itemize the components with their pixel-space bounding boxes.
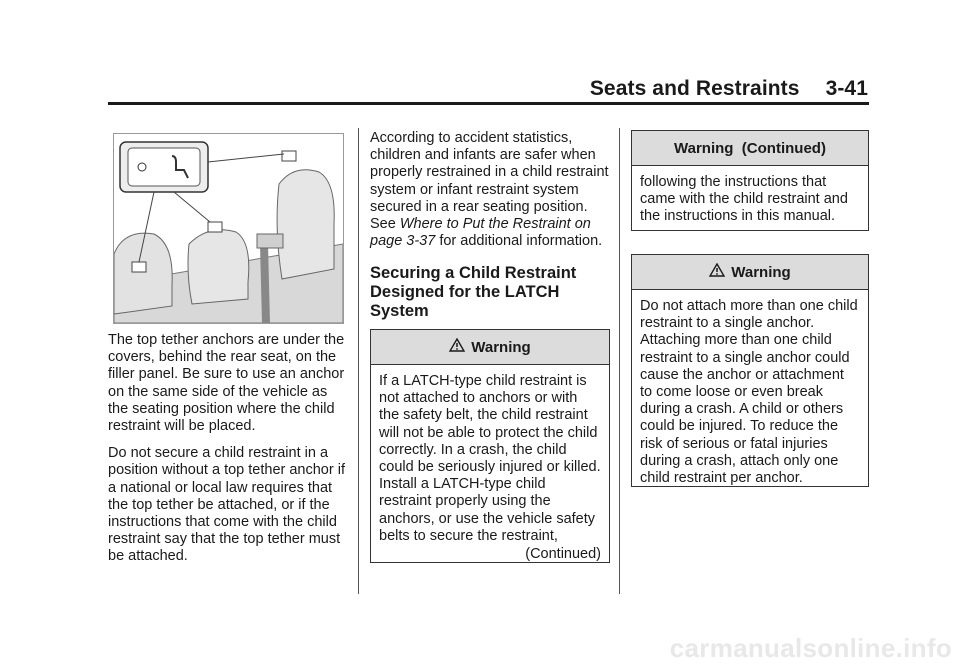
warning-triangle-icon	[709, 263, 725, 281]
warning-title-2: Warning	[731, 263, 791, 281]
column-2-text	[370, 130, 610, 321]
paragraph-accident-statistics: According to accident statistics, children and infants are safer when properly restrained in a child restraint system or infant restraint system secured in a rear seating position. See Where to Put the Restraint on page 3-37 for additional information.	[370, 130, 609, 250]
continued-label: (Continued)	[525, 546, 601, 563]
column-1-text	[108, 332, 348, 576]
warning-continued-title: Warning (Continued)	[674, 139, 826, 157]
warning-box-continued	[631, 130, 869, 231]
cross-reference-link[interactable]: Where to Put the Restraint on page 3-37	[370, 216, 591, 250]
section-heading: Securing a Child Restraint Designed for the LATCH System	[370, 264, 577, 321]
warning-title: Warning	[471, 338, 531, 356]
site-watermark: carmanualsonline.info	[669, 633, 952, 663]
header-rule	[108, 102, 869, 105]
column-divider-1	[358, 128, 359, 594]
paragraph-law-requirement: Do not secure a child restraint in a position without a top tether anchor if a national or local law requires that the top tether be attached, or if the instructions that come with the child restraint say that the top tether must be attached.	[108, 445, 345, 565]
tether-anchor-illustration	[113, 133, 344, 324]
paragraph-tether-location: The top tether anchors are under the covers, behind the rear seat, on the filler panel. Be sure to use an anchor on the same side of the vehicle as the seating position where the child restraint will be placed.	[108, 332, 345, 435]
page-number: 3-41	[825, 77, 868, 100]
seat-tether-anchor-drawing	[114, 134, 343, 323]
warning-box-latch	[370, 329, 610, 563]
warning-continued-header	[632, 131, 868, 166]
header-title: Seats and Restraints 3-41	[589, 77, 868, 100]
warning-header	[371, 330, 609, 365]
warning-box-single-anchor	[631, 254, 869, 487]
warning-continued-body: following the instructions that came with the child restraint and the instructions in this manual.	[640, 174, 848, 225]
warning-triangle-icon	[449, 338, 465, 356]
warning-header-2	[632, 255, 868, 290]
column-divider-2	[619, 128, 620, 594]
warning-body: If a LATCH-type child restraint is not attached to anchors or with the safety belt, the child restraint will not be able to protect the child correctly. In a crash, the child could be seriously injured or killed. Install a LATCH-type child restraint properly using the anchors, or use the vehicle safety belts to secure the restraint, (Continued)	[379, 373, 601, 563]
warning-body-2: Do not attach more than one child restraint to a single anchor. Attaching more than one child restraint to a single anchor could cause the anchor or attachment to come loose or even break during a crash. A child or others could be injured. To reduce the risk of serious or fatal injuries during a crash, attach only one child restraint per anchor.	[640, 298, 858, 487]
